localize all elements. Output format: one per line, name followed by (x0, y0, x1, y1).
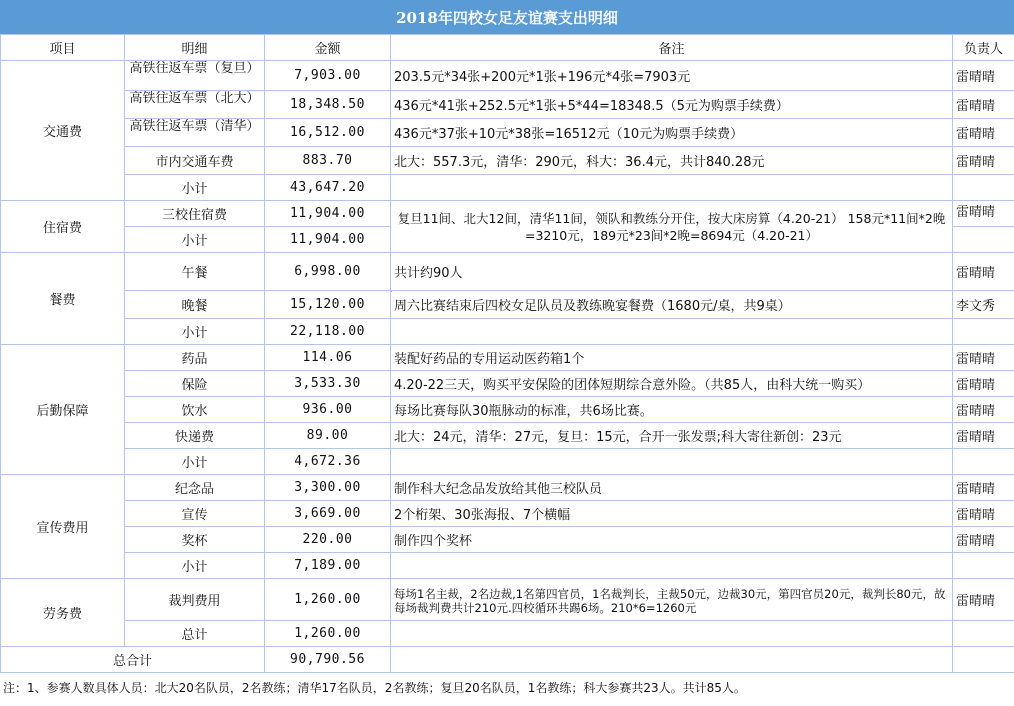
table-row (1, 147, 1014, 175)
person-cell[interactable]: 雷晴晴 (953, 345, 1014, 371)
subtotal-amount[interactable]: 7,189.00 (265, 553, 391, 579)
detail-cell[interactable]: 药品 (125, 345, 265, 371)
table-row (1, 91, 1014, 119)
subtotal-label[interactable]: 小计 (125, 175, 265, 201)
amount-cell[interactable]: 11,904.00 (265, 201, 391, 227)
table-row (1, 501, 1014, 527)
table-row (1, 371, 1014, 397)
detail-cell[interactable]: 市内交通车费 (125, 147, 265, 175)
header-row (1, 35, 1014, 61)
total-label[interactable]: 总计 (125, 621, 265, 647)
person-cell[interactable]: 雷晴晴 (953, 501, 1014, 527)
note-cell[interactable] (391, 175, 953, 201)
detail-cell[interactable]: 宣传 (125, 501, 265, 527)
amount-cell[interactable]: 1,260.00 (265, 579, 391, 621)
detail-cell[interactable]: 快递费 (125, 423, 265, 449)
person-cell[interactable]: 雷晴晴 (953, 61, 1014, 91)
table-row (1, 291, 1014, 319)
note-cell[interactable]: 复旦11间、北大12间，清华11间，领队和教练分开住，按大床房算（4.20-21） 158元*11间*2晚=3210元，189元*23间*2晚=8694元（4.20-21） (391, 201, 953, 253)
amount-cell[interactable]: 16,512.00 (265, 119, 391, 147)
total-amount[interactable]: 1,260.00 (265, 621, 391, 647)
note-cell[interactable]: 北大：557.3元，清华：290元，科大：36.4元，共计840.28元 (391, 147, 953, 175)
person-cell[interactable]: 雷晴晴 (953, 91, 1014, 119)
note-cell[interactable] (391, 647, 953, 673)
note-cell[interactable]: 2个桁架、30张海报、7个横幅 (391, 501, 953, 527)
amount-cell[interactable]: 3,300.00 (265, 475, 391, 501)
sheet-title: 2018年四校女足友谊赛支出明细 (0, 0, 1014, 34)
subtotal-amount[interactable]: 43,647.20 (265, 175, 391, 201)
person-cell[interactable]: 雷晴晴 (953, 423, 1014, 449)
subtotal-row (1, 621, 1014, 647)
table-row (1, 527, 1014, 553)
subtotal-label[interactable]: 小计 (125, 227, 265, 253)
detail-cell[interactable]: 保险 (125, 371, 265, 397)
person-cell[interactable]: 雷晴晴 (953, 397, 1014, 423)
amount-cell[interactable]: 7,903.00 (265, 61, 391, 91)
person-cell[interactable]: 雷晴晴 (953, 371, 1014, 397)
category-cell[interactable]: 住宿费 (1, 201, 125, 253)
header-item[interactable]: 项目 (1, 35, 125, 61)
note-cell[interactable]: 周六比赛结束后四校女足队员及教练晚宴餐费（1680元/桌，共9桌） (391, 291, 953, 319)
detail-cell[interactable]: 饮水 (125, 397, 265, 423)
note-cell[interactable]: 436元*37张+10元*38张=16512元（10元为购票手续费） (391, 119, 953, 147)
detail-cell[interactable]: 高铁往返车票（清华） (125, 119, 265, 147)
grand-total-row (1, 647, 1014, 673)
note-cell[interactable]: 装配好药品的专用运动医药箱1个 (391, 345, 953, 371)
subtotal-row (1, 175, 1014, 201)
person-cell[interactable]: 雷晴晴 (953, 201, 1014, 227)
person-cell[interactable]: 雷晴晴 (953, 119, 1014, 147)
header-note[interactable]: 备注 (391, 35, 953, 61)
person-cell[interactable] (953, 175, 1014, 201)
person-cell[interactable] (953, 449, 1014, 475)
grand-total-amount[interactable]: 90,790.56 (265, 647, 391, 673)
category-cell[interactable]: 宣传费用 (1, 475, 125, 579)
note-cell[interactable]: 4.20-22三天，购买平安保险的团体短期综合意外险。（共85人，由科大统一购买） (391, 371, 953, 397)
note-cell[interactable] (391, 319, 953, 345)
amount-cell[interactable]: 15,120.00 (265, 291, 391, 319)
note-cell[interactable]: 北大：24元，清华：27元，复旦：15元，合开一张发票;科大寄往新创：23元 (391, 423, 953, 449)
amount-cell[interactable]: 89.00 (265, 423, 391, 449)
subtotal-amount[interactable]: 11,904.00 (265, 227, 391, 253)
amount-cell[interactable]: 883.70 (265, 147, 391, 175)
table-row (1, 579, 1014, 621)
person-cell[interactable] (953, 319, 1014, 345)
subtotal-label[interactable]: 小计 (125, 553, 265, 579)
person-cell[interactable]: 李文秀 (953, 291, 1014, 319)
detail-cell[interactable]: 午餐 (125, 253, 265, 291)
expense-table (0, 34, 1014, 673)
note-cell[interactable]: 制作四个奖杯 (391, 527, 953, 553)
person-cell[interactable]: 雷晴晴 (953, 253, 1014, 291)
table-row (1, 253, 1014, 291)
header-detail[interactable]: 明细 (125, 35, 265, 61)
detail-cell[interactable]: 晚餐 (125, 291, 265, 319)
detail-cell[interactable]: 裁判费用 (125, 579, 265, 621)
table-row (1, 345, 1014, 371)
note-cell[interactable]: 每场1名主裁，2名边裁,1名第四官员，1名裁判长，主裁50元，边裁30元，第四官员20元，裁判长80元，故每场裁判费共计210元.四校循环共踢6场。210*6=1260元 (391, 579, 953, 621)
person-cell[interactable]: 雷晴晴 (953, 475, 1014, 501)
amount-cell[interactable]: 220.00 (265, 527, 391, 553)
subtotal-label[interactable]: 小计 (125, 319, 265, 345)
amount-cell[interactable]: 114.06 (265, 345, 391, 371)
note-cell[interactable]: 每场比赛每队30瓶脉动的标准，共6场比赛。 (391, 397, 953, 423)
table-row (1, 397, 1014, 423)
table-row (1, 119, 1014, 147)
category-cell[interactable]: 劳务费 (1, 579, 125, 647)
category-cell[interactable]: 后勤保障 (1, 345, 125, 475)
header-person[interactable]: 负责人 (953, 35, 1014, 61)
person-cell[interactable] (953, 647, 1014, 673)
detail-cell[interactable]: 高铁往返车票（北大） (125, 91, 265, 119)
detail-cell[interactable]: 奖杯 (125, 527, 265, 553)
note-cell[interactable]: 436元*41张+252.5元*1张+5*44=18348.5（5元为购票手续费） (391, 91, 953, 119)
person-cell[interactable] (953, 621, 1014, 647)
subtotal-amount[interactable]: 22,118.00 (265, 319, 391, 345)
person-cell[interactable] (953, 227, 1014, 253)
detail-cell[interactable]: 纪念品 (125, 475, 265, 501)
grand-total-label[interactable]: 总合计 (1, 647, 265, 673)
detail-cell[interactable]: 三校住宿费 (125, 201, 265, 227)
note-cell[interactable] (391, 449, 953, 475)
category-cell[interactable]: 餐费 (1, 253, 125, 345)
table-row (1, 423, 1014, 449)
table-row (1, 475, 1014, 501)
table-row (1, 201, 1014, 227)
detail-cell[interactable]: 高铁往返车票（复旦） (125, 61, 265, 91)
note-cell[interactable]: 共计约90人 (391, 253, 953, 291)
footnote: 注：1、参赛人数具体人员：北大20名队员，2名教练；清华17名队员，2名教练；复旦20名队员，1名教练；科大参赛共23人。共计85人。 (3, 681, 746, 695)
person-cell[interactable]: 雷晴晴 (953, 579, 1014, 621)
table-row (1, 61, 1014, 91)
amount-cell[interactable]: 6,998.00 (265, 253, 391, 291)
person-cell[interactable] (953, 553, 1014, 579)
subtotal-label[interactable]: 小计 (125, 449, 265, 475)
amount-cell[interactable]: 3,669.00 (265, 501, 391, 527)
note-cell[interactable]: 制作科大纪念品发放给其他三校队员 (391, 475, 953, 501)
note-cell[interactable]: 203.5元*34张+200元*1张+196元*4张=7903元 (391, 61, 953, 91)
amount-cell[interactable]: 3,533.30 (265, 371, 391, 397)
note-cell[interactable] (391, 621, 953, 647)
subtotal-row (1, 553, 1014, 579)
subtotal-amount[interactable]: 4,672.36 (265, 449, 391, 475)
subtotal-row (1, 449, 1014, 475)
amount-cell[interactable]: 936.00 (265, 397, 391, 423)
header-amount[interactable]: 金额 (265, 35, 391, 61)
note-cell[interactable] (391, 553, 953, 579)
person-cell[interactable]: 雷晴晴 (953, 147, 1014, 175)
amount-cell[interactable]: 18,348.50 (265, 91, 391, 119)
category-cell[interactable]: 交通费 (1, 61, 125, 201)
person-cell[interactable]: 雷晴晴 (953, 527, 1014, 553)
subtotal-row (1, 319, 1014, 345)
